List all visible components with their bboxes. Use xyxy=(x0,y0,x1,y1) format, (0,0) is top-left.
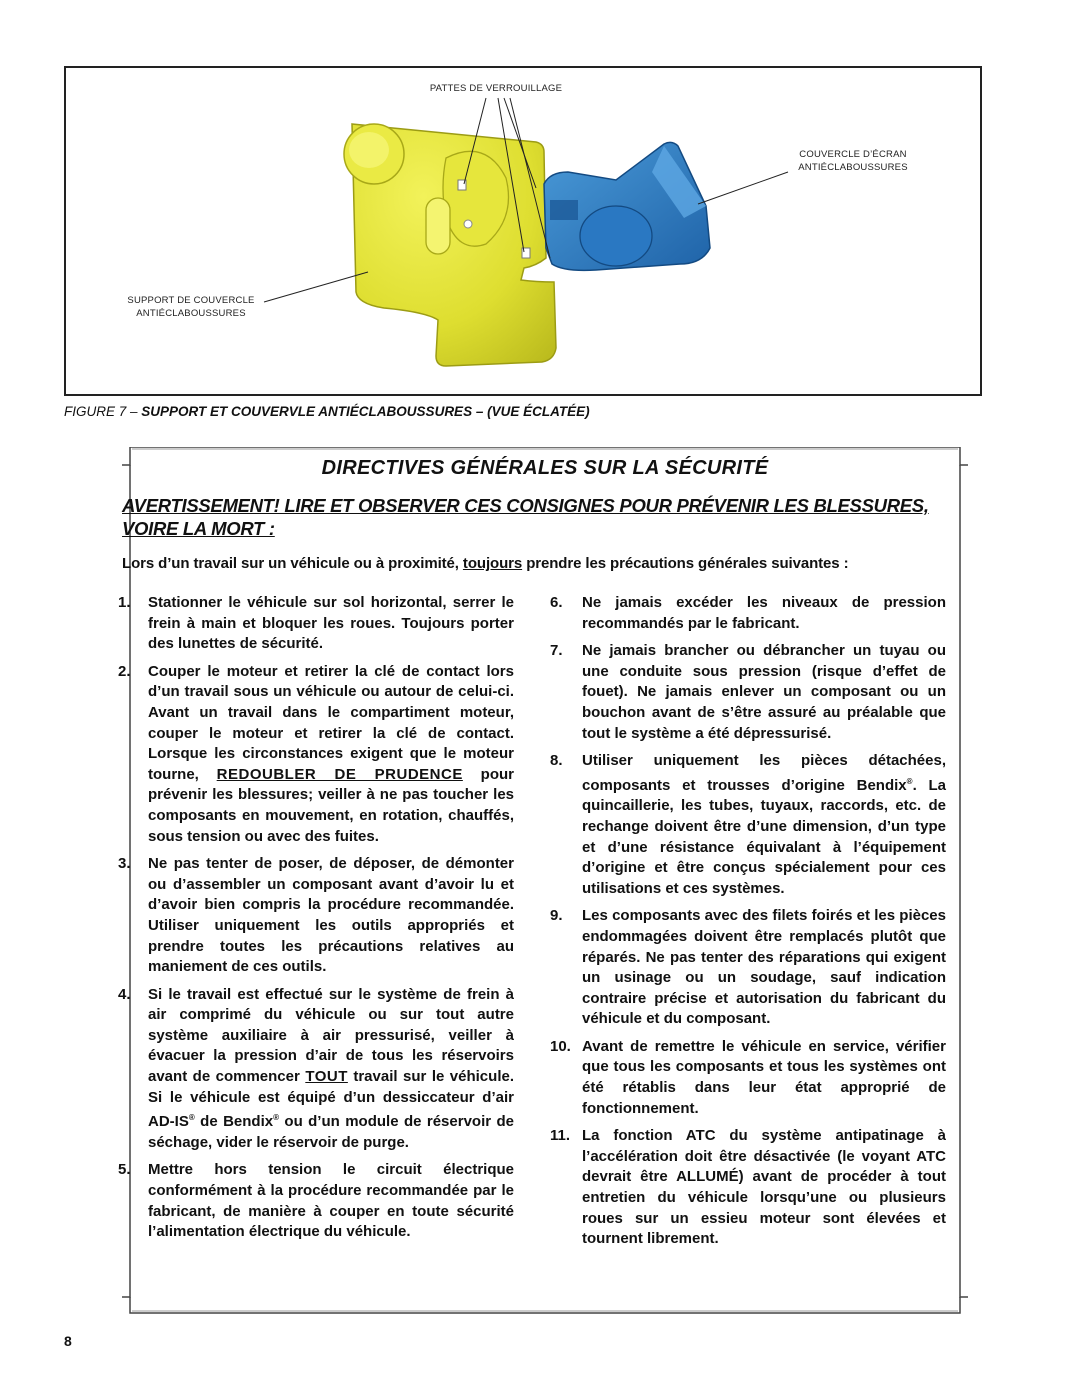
safety-item-9 xyxy=(550,906,946,1030)
callout-bracket xyxy=(116,294,266,320)
safety-item-4 xyxy=(118,985,514,1154)
registered-mark: ® xyxy=(188,1113,195,1123)
safety-item-6 xyxy=(550,593,946,634)
item-text: pour prévenir les blessures; veiller à ne pas toucher les composants en mouvement, en rotation, chauffés, sous tension ou avec des fuites. xyxy=(148,765,515,845)
item-number: 3. xyxy=(118,855,131,873)
item-text: . La quincaillerie, les tubes, tuyaux, raccords, etc. de rechange doivent être d’une dimension, d’un type et d’une résistance équivalant à l’équipement d’origine et être conçus spécialement pour ces utilisations et ces systèmes. xyxy=(582,776,947,897)
safety-intro xyxy=(122,554,952,574)
item-text: Si le travail est effectué sur le système de frein à air comprimé du véhicule ou sur tout autre système auxiliaire à air pressurisé, veiller à évacuer la pression d’air de tous les réservoirs avant de commencer xyxy=(148,985,514,1086)
splash-cover-bracket xyxy=(344,124,556,366)
item-text: Utiliser uniquement les pièces détachées, composants et trousses d’origine Bendix xyxy=(582,752,946,794)
item-number: 5. xyxy=(118,1161,131,1179)
item-text: Ne jamais excéder les niveaux de pression recommandés par le fabricant. xyxy=(582,594,946,632)
item-text: de Bendix xyxy=(194,1113,274,1131)
callout-locking-tabs-text: PATTES DE VERROUILLAGE xyxy=(429,83,563,94)
splash-screen-cover xyxy=(544,142,710,270)
page-number: 8 xyxy=(64,1333,72,1349)
callout-bracket-line1: SUPPORT DE COUVERCLE xyxy=(127,295,255,306)
safety-item-2 xyxy=(118,662,514,847)
registered-mark: ® xyxy=(273,1113,279,1123)
safety-item-11 xyxy=(550,1126,946,1250)
item-text: travail sur le véhicule. Si le véhicule est équipé d’un dessiccateur d’air AD-IS xyxy=(148,1068,514,1131)
item-number: 1. xyxy=(118,594,131,611)
safety-title: DIRECTIVES GÉNÉRALES SUR LA SÉCURITÉ xyxy=(321,457,769,479)
intro-text-b: prendre les précautions générales suivantes : xyxy=(522,555,849,572)
item-text: Mettre hors tension le circuit électrique conformément à la procédure recommandée par le fabricant, de manière à couper en toute sécurité l’alimentation électrique du véhicule. xyxy=(148,1161,514,1241)
figure-caption xyxy=(64,404,982,419)
item-number: 7. xyxy=(550,642,563,660)
safety-list-left xyxy=(118,593,514,1250)
exploded-view-drawing xyxy=(66,68,984,398)
item-text: Ne jamais brancher ou débrancher un tuyau ou une conduite sous pression (risque d’effet de fouet). Ne jamais enlever un composant ou un bouchon avant de s’être assuré au préalable que tout le système a été dépressurisé. xyxy=(582,642,946,742)
figure-caption-title: SUPPORT ET COUVERVLE ANTIÉCLABOUSSURES – (VUE ÉCLATÉE) xyxy=(141,404,590,419)
item-text: Ne pas tenter de poser, de déposer, de démonter ou d’assembler un composant avant d’avoir lu et d’avoir bien compris la procédure recommandée. Utiliser uniquement les outils appropriés et prendre toutes les précautions relatives au maniement de ces outils. xyxy=(148,855,514,976)
callout-splash-cover xyxy=(778,148,928,174)
safety-item-3 xyxy=(118,854,514,978)
item-emphasis: REDOUBLER DE PRUDENCE xyxy=(216,765,463,783)
item-number: 9. xyxy=(550,907,563,925)
safety-item-8 xyxy=(550,751,946,899)
registered-mark: ® xyxy=(906,776,913,786)
item-number: 11. xyxy=(550,1127,571,1145)
item-text: Avant de remettre le véhicule en service, vérifier que tous les composants et tous les systèmes ont été rétablis dans leur état approprié de fonctionnement. xyxy=(582,1037,946,1117)
item-text: Stationner le véhicule sur sol horizontal, serrer le frein à main et bloquer les roues. Toujours porter des lunettes de sécurité. xyxy=(148,594,514,653)
item-number: 2. xyxy=(118,662,131,680)
intro-text-a: Lors d’un travail sur un véhicule ou à proximité, xyxy=(122,555,463,572)
figure-caption-number: FIGURE 7 – xyxy=(64,404,142,419)
safety-warning: AVERTISSEMENT! LIRE ET OBSERVER CES CONSIGNES POUR PRÉVENIR LES BLESSURES, VOIRE LA MORT : xyxy=(122,495,929,539)
safety-item-1 xyxy=(118,593,514,655)
item-number: 6. xyxy=(550,594,563,611)
callout-bracket-line2: ANTIÉCLABOUSSURES xyxy=(136,308,246,319)
safety-item-5 xyxy=(118,1160,514,1242)
safety-list-right xyxy=(550,593,946,1257)
item-number: 8. xyxy=(550,752,563,770)
item-text: Les composants avec des filets foirés et les pièces endommagées doivent être remplacés plutôt que réparés. Ne pas tenter des réparations qui exigent un usinage ou un soudage, sauf indication contraire précise et autorisation du fabricant du véhicule et du composant. xyxy=(582,907,946,1028)
safety-item-10 xyxy=(550,1037,946,1119)
intro-underlined: toujours xyxy=(462,555,523,572)
callout-locking-tabs xyxy=(416,82,576,95)
item-emphasis: TOUT xyxy=(305,1068,348,1086)
item-number: 4. xyxy=(118,985,131,1003)
item-number: 10. xyxy=(550,1037,571,1055)
figure-7-illustration xyxy=(64,66,982,396)
item-text: Couper le moteur et retirer la clé de contact lors d’un travail sous un véhicule ou autour de celui-ci. Avant un travail dans le compartiment moteur, couper le moteur et retirer la clé de contact. Lorsque les circonstances exigent que le moteur tourne, xyxy=(148,662,514,783)
safety-item-7 xyxy=(550,641,946,744)
item-text: La fonction ATC du système antipatinage à l’accélération doit être désactivée (le voyant ATC devrait être ALLUMÉ) avant de procéder à tout entretien du véhicule lorsqu’une ou plusieurs roues sur un essieu moteur sont élevées et tournent librement. xyxy=(582,1127,946,1248)
item-text: ou d’un module de réservoir de séchage, vider le réservoir de purge. xyxy=(148,1113,514,1151)
callout-splash-cover-line1: COUVERCLE D’ÉCRAN xyxy=(799,149,907,160)
callout-splash-cover-line2: ANTIÉCLABOUSSURES xyxy=(798,162,908,173)
